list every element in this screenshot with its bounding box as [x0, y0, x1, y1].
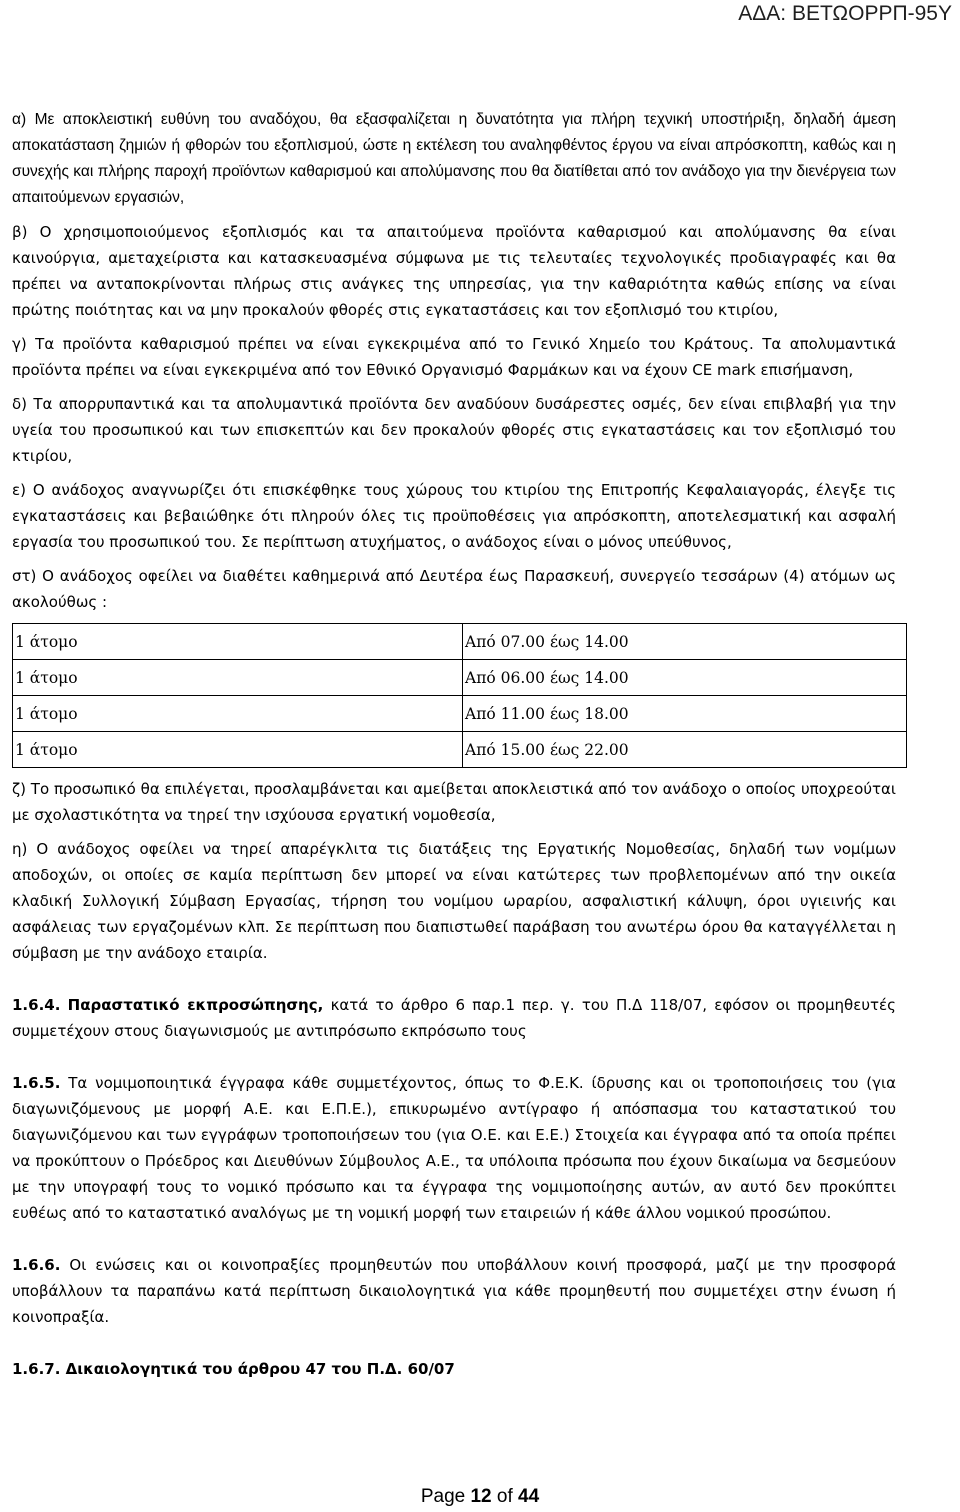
table-row	[13, 696, 907, 732]
section-text: Οι ενώσεις και οι κοινοπραξίες προμηθευτών που υποβάλλουν κοινή προσφορά, μαζί με την προσφορά υποβάλλουν τα παραπάνω κατά περίπτωση δικαιολογητικά για κάθε προμηθευτή που συμμετέχει στην ένωση ή κοινοπραξία.	[12, 1256, 896, 1326]
persons-cell: 1 άτομο	[13, 660, 463, 696]
paragraph-c: γ) Τα προϊόντα καθαρισμού πρέπει να είναι εγκεκριμένα από το Γενικό Χημείο του Κράτους. Τα απολυμαντικά προϊόντα πρέπει να είναι εγκεκριμένα από τον Εθνικό Οργανισμό Φαρμάκων και να έχουν CE mark επισήμανση,	[12, 335, 896, 379]
hours-cell: Από 11.00 έως 18.00	[463, 696, 907, 732]
section-1-6-4	[12, 992, 896, 1044]
section-1-6-7	[12, 1356, 896, 1382]
paragraph-z: ζ) Το προσωπικό θα επιλέγεται, προσλαμβάνεται και αμείβεται αποκλειστικά από τον ανάδοχο ο οποίος υποχρεούται με σχολαστικότητα να τηρεί την ισχύουσα εργατική νομοθεσία,	[12, 780, 896, 824]
document-body	[12, 107, 896, 1382]
ada-code: ΑΔΑ: ΒΕΤΩΟΡΡΠ-95Υ	[738, 2, 952, 25]
footer-prefix: Page	[420, 1486, 471, 1507]
paragraph-st: στ) Ο ανάδοχος οφείλει να διαθέτει καθημερινά από Δευτέρα έως Παρασκευή, συνεργείο τεσσάρων (4) ατόμων ως ακολούθως :	[12, 567, 896, 611]
section-number: 1.6.6.	[12, 1256, 61, 1274]
section-number: 1.6.5.	[12, 1074, 61, 1092]
hours-cell: Από 15.00 έως 22.00	[463, 732, 907, 768]
section-text: Τα νομιμοποιητικά έγγραφα κάθε συμμετέχοντος, όπως το Φ.Ε.Κ. ίδρυσης και οι τροποποιήσεις του (για διαγωνιζόμενους με μορφή Α.Ε. και Ε.Π.Ε.), επικυρωμένο αντίγραφο ή απόσπασμα του καταστατικού του διαγωνιζόμενου και των εγγράφων τροποποιήσεων του (για Ο.Ε. και Ε.Ε.) Στοιχεία και έγγραφα από τα οποία πρέπει να προκύπτουν ο Πρόεδρος και Διευθύνων Σύμβουλος Α.Ε., τα υπόλοιπα πρόσωπα που έχουν δικαίωμα να δεσμεύουν με την υπογραφή τους το νομικό πρόσωπο και τα έγγραφα της νομιμοποίησης αυτών, αν αυτό δεν προκύπτει ευθέως από το καταστατικό αναλόγως με τη νομική μορφή των εταιρειών ή κάθε άλλου νομικού προσώπου.	[12, 1074, 896, 1222]
persons-cell: 1 άτομο	[13, 732, 463, 768]
footer-mid: of	[491, 1486, 519, 1507]
paragraph-b: β) Ο χρησιμοποιούμενος εξοπλισμός και τα απαιτούμενα προϊόντα καθαρισμού και απολύμανσης θα είναι καινούργια, αμεταχείριστα και κατασκευασμένα σύμφωνα με τις τελευταίες τεχνολογικές προδιαγραφές και θα πρέπει να ανταποκρίνονται πλήρως στις ανάγκες της υπηρεσίας, για την καθαριότητα καθώς επίσης να είναι πρώτης ποιότητας και να μην προκαλούν φθορές στις εγκαταστάσεις και τον εξοπλισμό του κτιρίου,	[12, 223, 896, 319]
persons-cell: 1 άτομο	[13, 696, 463, 732]
persons-cell: 1 άτομο	[13, 624, 463, 660]
section-title: Παραστατικό εκπροσώπησης,	[67, 996, 324, 1014]
paragraph-e: ε) Ο ανάδοχος αναγνωρίζει ότι επισκέφθηκε τους χώρους του κτιρίου της Επιτροπής Κεφαλαιαγοράς, έλεγξε τις εγκαταστάσεις και βεβαιώθηκε ότι πληρούν όλες τις προϋποθέσεις για απρόσκοπτη, αποτελεσματική και ασφαλή εργασία του προσωπικού του. Σε περίπτωση ατυχήματος, ο ανάδοχος είναι ο μόνος υπεύθυνος,	[12, 481, 896, 551]
hours-cell: Από 07.00 έως 14.00	[463, 624, 907, 660]
paragraph-h: η) Ο ανάδοχος οφείλει να τηρεί απαρέγκλιτα τις διατάξεις της Εργατικής Νομοθεσίας, δηλαδή των νομίμων αποδοχών, οι οποίες σε καμία περίπτωση δεν μπορεί να είναι κατώτερες των προβλεπομένων από την οικεία κλαδική Συλλογική Σύμβαση Εργασίας, τήρηση του νομίμου ωραρίου, ασφαλιστική κάλυψη, όροι υγιεινής και ασφάλειας των εργαζομένων κλπ. Σε περίπτωση που διαπιστωθεί παράβαση του ανωτέρω όρου θα καταγγέλλεται η σύμβαση με την ανάδοχο εταιρία.	[12, 840, 896, 962]
section-text: κατά το άρθρο 6 παρ.1 περ. γ. του Π.Δ 118/07, εφόσον οι προμηθευτές συμμετέχουν στους διαγωνισμούς με αντιπρόσωπο εκπρόσωπο τους	[12, 996, 896, 1040]
paragraph-a: α) Με αποκλειστική ευθύνη του αναδόχου, θα εξασφαλίζεται η δυνατότητα για πλήρη τεχνική υποστήριξη, δηλαδή άμεση αποκατάσταση ζημιών ή φθορών του εξοπλισμού, ώστε η εκτέλεση του αναληφθέντος έργου να είναι απρόσκοπτη, καθώς και η συνεχής και πλήρης παροχή προϊόντων καθαρισμού και απολύμανσης που θα διατίθεται από τον ανάδοχο για την διενέργεια των απαιτούμενων εργασιών,	[12, 111, 896, 206]
section-heading: 1.6.7. Δικαιολογητικά του άρθρου 47 του Π.Δ. 60/07	[12, 1360, 455, 1378]
table-row	[13, 732, 907, 768]
section-1-6-6	[12, 1252, 896, 1330]
page-footer	[0, 1486, 960, 1508]
shift-table	[12, 623, 907, 768]
current-page: 12	[470, 1486, 492, 1507]
hours-cell: Από 06.00 έως 14.00	[463, 660, 907, 696]
paragraph-d: δ) Τα απορρυπαντικά και τα απολυμαντικά προϊόντα δεν αναδύουν δυσάρεστες οσμές, δεν είναι επιβλαβή για την υγεία του προσωπικού και των επισκεπτών και δεν προκαλούν φθορές στις εγκαταστάσεις και τον εξοπλισμό του κτιρίου,	[12, 395, 896, 465]
table-row	[13, 624, 907, 660]
section-1-6-5	[12, 1070, 896, 1226]
table-row	[13, 660, 907, 696]
total-pages: 44	[518, 1486, 540, 1507]
section-number: 1.6.4.	[12, 996, 61, 1014]
